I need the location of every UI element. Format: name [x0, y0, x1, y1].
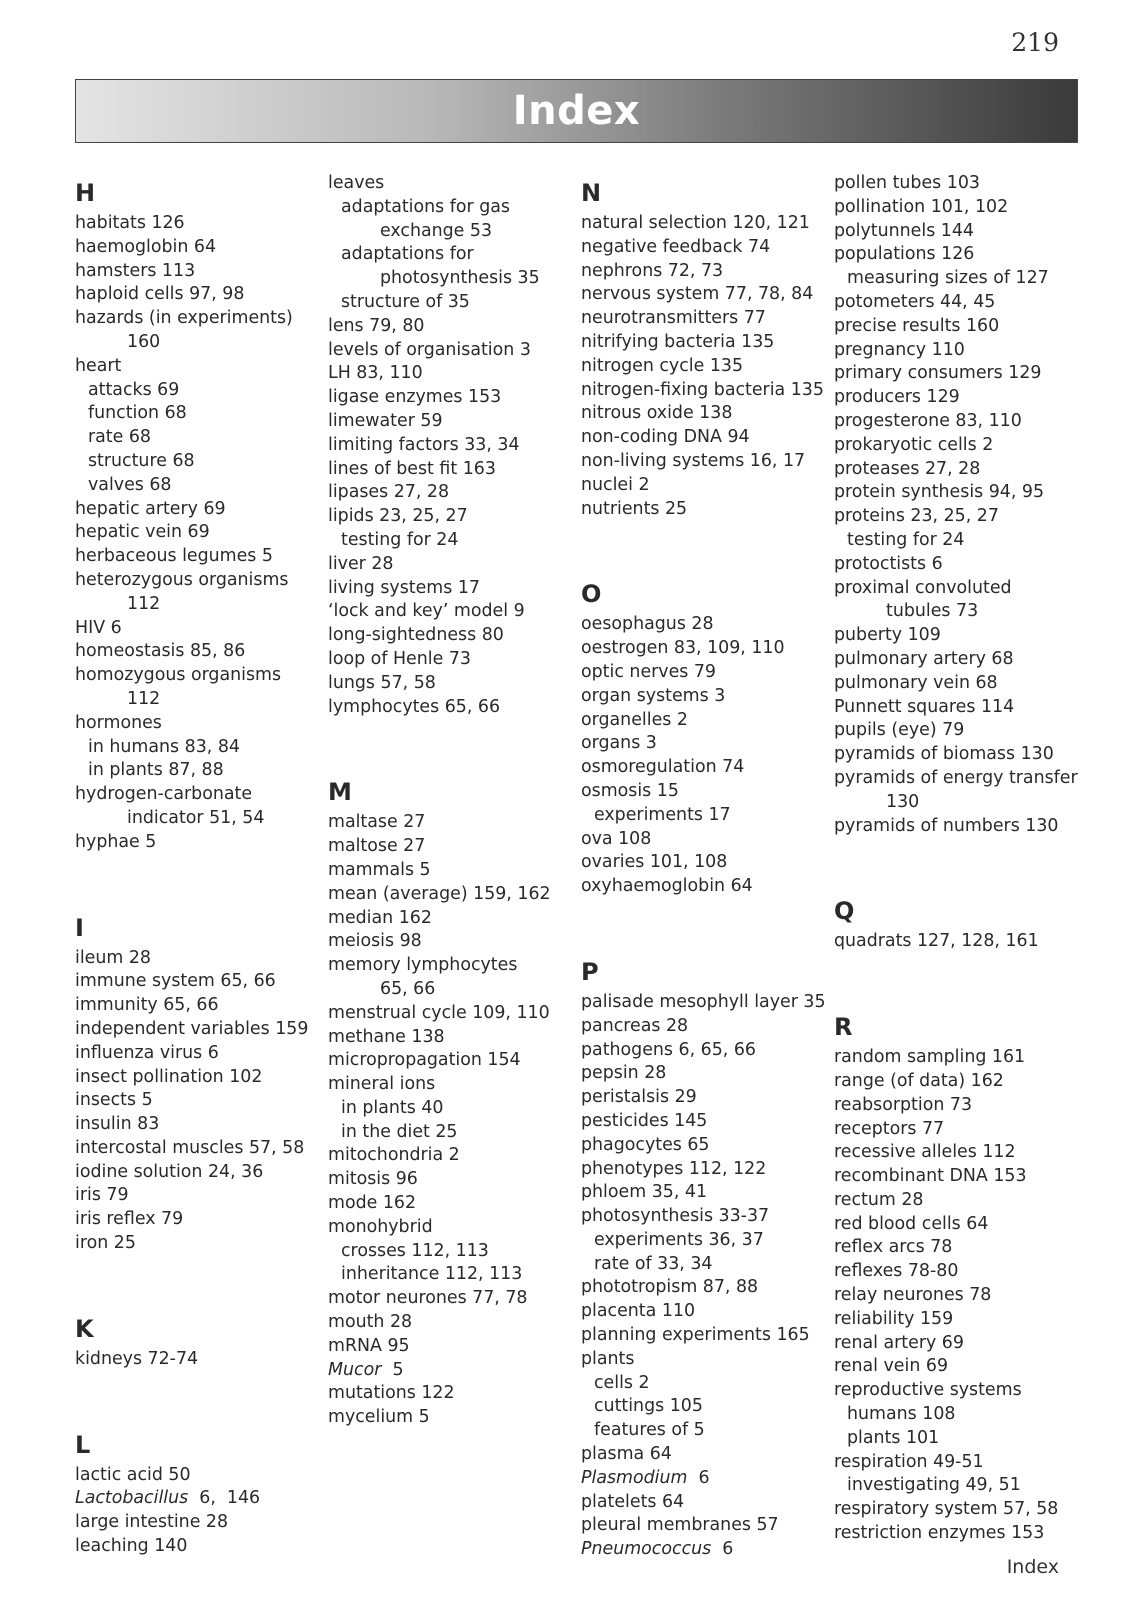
- index-entry: nephrons 72, 73: [581, 260, 724, 281]
- index-entry: large intestine 28: [75, 1512, 229, 1533]
- index-entry: protoctists 6: [834, 553, 943, 574]
- index-subentry: in plants 87, 88: [88, 760, 224, 781]
- index-subentry: testing for 24: [341, 529, 459, 550]
- index-entry: monohybrid: [328, 1216, 433, 1237]
- index-subentry: structure of 35: [341, 291, 470, 312]
- index-entry: [581, 1467, 816, 1491]
- index-entry: lymphocytes 65, 66: [328, 696, 501, 717]
- section-spacer: [834, 838, 1069, 890]
- index-entry: proteins 23, 25, 27: [834, 506, 999, 527]
- index-entry: homozygous organisms: [75, 665, 282, 686]
- index-entry: ileum 28: [75, 947, 151, 968]
- index-entry: immunity 65, 66: [75, 995, 219, 1016]
- index-entry: limiting factors 33, 34: [328, 434, 520, 455]
- index-entry-pages: 6: [711, 1539, 734, 1560]
- index-entry: organelles 2: [581, 709, 688, 730]
- index-entry: progesterone 83, 110: [834, 410, 1022, 431]
- index-entry: influenza virus 6: [75, 1042, 219, 1063]
- index-entry: reflex arcs 78: [834, 1237, 953, 1258]
- index-entry: plasma 64: [581, 1444, 672, 1465]
- index-entry: non-coding DNA 94: [581, 427, 750, 448]
- index-entry: palisade mesophyll layer 35: [581, 991, 826, 1012]
- index-entry: nuclei 2: [581, 474, 650, 495]
- index-entry: mutations 122: [328, 1383, 455, 1404]
- index-entry: memory lymphocytes: [328, 955, 518, 976]
- index-entry: mRNA 95: [328, 1335, 410, 1356]
- index-entry: negative feedback 74: [581, 236, 771, 257]
- index-entry: reliability 159: [834, 1308, 954, 1329]
- index-entry: pyramids of biomass 130: [834, 744, 1054, 765]
- index-entry: nitrogen-fixing bacteria 135: [581, 379, 824, 400]
- index-entry-continuation: 112: [127, 593, 161, 614]
- index-entry: phenotypes 112, 122: [581, 1158, 767, 1179]
- index-entry: nervous system 77, 78, 84: [581, 284, 814, 305]
- index-entry: respiratory system 57, 58: [834, 1499, 1059, 1520]
- index-subentry: cells 2: [594, 1372, 650, 1393]
- index-entry: ‘lock and key’ model 9: [328, 601, 525, 622]
- index-entry: oxyhaemoglobin 64: [581, 876, 753, 897]
- index-entry: lactic acid 50: [75, 1464, 191, 1485]
- index-entry: [328, 1359, 563, 1383]
- index-entry-continuation: tubules 73: [886, 601, 979, 622]
- index-subentry: measuring sizes of 127: [847, 268, 1049, 289]
- index-entry: respiration 49-51: [834, 1451, 984, 1472]
- index-entry: mode 162: [328, 1193, 417, 1214]
- index-entry: organs 3: [581, 733, 657, 754]
- index-entry: phagocytes 65: [581, 1134, 710, 1155]
- index-entry: pollen tubes 103: [834, 173, 980, 193]
- index-subentry: cuttings 105: [594, 1396, 703, 1417]
- index-entry-continuation: 160: [127, 331, 161, 352]
- index-column-1: [75, 172, 310, 1559]
- index-entry: primary consumers 129: [834, 363, 1042, 384]
- index-entry: micropropagation 154: [328, 1050, 521, 1071]
- index-entry: nutrients 25: [581, 498, 688, 519]
- index-entry: lipases 27, 28: [328, 482, 450, 503]
- index-entry: ovaries 101, 108: [581, 852, 728, 873]
- index-entry: potometers 44, 45: [834, 291, 996, 312]
- index-entry: pupils (eye) 79: [834, 720, 965, 741]
- index-column-2: [328, 172, 563, 1430]
- index-entry: LH 83, 110: [328, 363, 423, 384]
- index-entry: kidneys 72-74: [75, 1348, 199, 1369]
- index-subentry: structure 68: [88, 450, 195, 471]
- section-spacer: [75, 855, 310, 907]
- index-entry: pregnancy 110: [834, 339, 965, 360]
- index-subentry: attacks 69: [88, 379, 180, 400]
- index-entry: meiosis 98: [328, 931, 422, 952]
- index-entry: platelets 64: [581, 1491, 685, 1512]
- index-entry: menstrual cycle 109, 110: [328, 1002, 550, 1023]
- index-entry: homeostasis 85, 86: [75, 641, 246, 662]
- section-letter-heading: K: [75, 1314, 94, 1343]
- index-entry: phototropism 87, 88: [581, 1277, 759, 1298]
- index-entry: rectum 28: [834, 1189, 924, 1210]
- index-entry: haemoglobin 64: [75, 236, 217, 257]
- index-subentry: in plants 40: [341, 1097, 444, 1118]
- index-entry-italic-term: Pneumococcus: [581, 1539, 712, 1560]
- section-letter-heading: I: [75, 913, 84, 942]
- index-entry-continuation: indicator 51, 54: [127, 807, 265, 828]
- index-title-banner: [75, 79, 1078, 143]
- index-entry: pathogens 6, 65, 66: [581, 1039, 756, 1060]
- index-entry: relay neurones 78: [834, 1285, 992, 1306]
- index-entry: puberty 109: [834, 625, 941, 646]
- index-subentry: in the diet 25: [341, 1121, 458, 1142]
- index-entry: hepatic vein 69: [75, 522, 210, 543]
- index-subentry: inheritance 112, 113: [341, 1264, 523, 1285]
- index-entry-pages: 5: [381, 1359, 404, 1380]
- index-entry: osmoregulation 74: [581, 757, 745, 778]
- index-entry: mean (average) 159, 162: [328, 883, 551, 904]
- index-entry: limewater 59: [328, 410, 443, 431]
- index-subentry: adaptations for gas: [341, 196, 510, 217]
- index-entry: independent variables 159: [75, 1018, 309, 1039]
- index-subentry: features of 5: [594, 1420, 705, 1441]
- section-letter-heading: H: [75, 179, 96, 207]
- index-entry-continuation: photosynthesis 35: [380, 268, 540, 289]
- section-letter-heading: Q: [834, 897, 855, 926]
- index-entry: reflexes 78-80: [834, 1261, 959, 1282]
- index-entry: renal vein 69: [834, 1356, 949, 1377]
- index-entry-italic-term: Lactobacillus: [75, 1488, 189, 1509]
- index-entry: iron 25: [75, 1233, 136, 1254]
- index-entry: peristalsis 29: [581, 1087, 697, 1108]
- page-title: Index: [512, 88, 641, 134]
- index-entry: polytunnels 144: [834, 220, 974, 241]
- index-entry: populations 126: [834, 244, 975, 265]
- index-entry: receptors 77: [834, 1118, 945, 1139]
- index-entry: insects 5: [75, 1090, 153, 1111]
- index-entry: reabsorption 73: [834, 1094, 973, 1115]
- index-entry: habitats 126: [75, 213, 185, 233]
- index-entry: red blood cells 64: [834, 1213, 989, 1234]
- index-entry: proximal convoluted: [834, 577, 1012, 598]
- index-subentry: plants 101: [847, 1427, 940, 1448]
- index-entry: nitrifying bacteria 135: [581, 331, 775, 352]
- section-spacer: [75, 1372, 310, 1424]
- section-spacer: [581, 521, 816, 573]
- index-subentry: humans 108: [847, 1404, 956, 1425]
- index-subentry: function 68: [88, 403, 187, 424]
- index-entry: random sampling 161: [834, 1047, 1026, 1068]
- section-letter-heading: O: [581, 580, 602, 609]
- index-entry-continuation: 65, 66: [380, 978, 436, 999]
- index-subentry: rate of 33, 34: [594, 1253, 713, 1274]
- index-entry: hamsters 113: [75, 260, 196, 281]
- index-subentry: in humans 83, 84: [88, 736, 240, 757]
- index-entry: non-living systems 16, 17: [581, 450, 806, 471]
- section-letter-heading: L: [75, 1430, 91, 1459]
- index-entry: pyramids of numbers 130: [834, 815, 1059, 836]
- index-entry: lens 79, 80: [328, 315, 425, 336]
- index-entry-continuation: 112: [127, 688, 161, 709]
- index-entry: pesticides 145: [581, 1110, 708, 1131]
- index-entry: iris 79: [75, 1185, 129, 1206]
- section-spacer: [328, 719, 563, 771]
- index-entry: lungs 57, 58: [328, 672, 436, 693]
- index-entry: haploid cells 97, 98: [75, 284, 245, 305]
- index-subentry: investigating 49, 51: [847, 1475, 1021, 1496]
- index-entry: long-sightedness 80: [328, 625, 504, 646]
- section-letter-heading: M: [328, 778, 352, 807]
- index-entry: hepatic artery 69: [75, 498, 226, 519]
- index-entry: heart: [75, 355, 122, 376]
- section-letter-heading: P: [581, 957, 599, 986]
- index-entry: loop of Henle 73: [328, 648, 471, 669]
- index-entry: mycelium 5: [328, 1407, 430, 1428]
- index-subentry: testing for 24: [847, 529, 965, 550]
- index-entry: hydrogen-carbonate: [75, 784, 253, 805]
- index-entry: leaves: [328, 173, 385, 193]
- index-entry-pages: 6, 146: [188, 1488, 261, 1509]
- index-entry: phloem 35, 41: [581, 1182, 708, 1203]
- index-entry: ova 108: [581, 828, 652, 849]
- index-entry: pleural membranes 57: [581, 1515, 779, 1536]
- index-column-3: [581, 172, 826, 1562]
- index-entry: pollination 101, 102: [834, 196, 1009, 217]
- index-entry: intercostal muscles 57, 58: [75, 1137, 305, 1158]
- index-entry-pages: 6: [687, 1467, 710, 1488]
- index-entry: iodine solution 24, 36: [75, 1161, 264, 1182]
- index-entry: proteases 27, 28: [834, 458, 981, 479]
- index-entry: hormones: [75, 712, 162, 733]
- section-spacer: [75, 1256, 310, 1308]
- index-subentry: experiments 17: [594, 804, 731, 825]
- index-entry: nitrous oxide 138: [581, 403, 733, 424]
- index-entry: ligase enzymes 153: [328, 387, 502, 408]
- index-entry: heterozygous organisms: [75, 569, 289, 590]
- index-entry: insulin 83: [75, 1114, 160, 1135]
- index-entry: optic nerves 79: [581, 661, 716, 682]
- index-entry: insect pollination 102: [75, 1066, 263, 1087]
- index-entry: mitosis 96: [328, 1169, 418, 1190]
- index-entry: placenta 110: [581, 1301, 696, 1322]
- index-entry: leaching 140: [75, 1536, 188, 1557]
- index-entry-continuation: 130: [886, 791, 920, 812]
- index-entry: osmosis 15: [581, 780, 679, 801]
- index-entry-continuation: exchange 53: [380, 220, 493, 241]
- index-subentry: crosses 112, 113: [341, 1240, 489, 1261]
- index-entry: renal artery 69: [834, 1332, 964, 1353]
- index-entry: maltase 27: [328, 812, 426, 833]
- section-spacer: [581, 899, 816, 951]
- index-subentry: experiments 36, 37: [594, 1229, 764, 1250]
- index-entry: mouth 28: [328, 1312, 413, 1333]
- index-entry: median 162: [328, 907, 432, 928]
- index-entry: motor neurones 77, 78: [328, 1288, 528, 1309]
- index-entry: hazards (in experiments): [75, 308, 293, 329]
- index-entry: iris reflex 79: [75, 1209, 184, 1230]
- index-entry: mineral ions: [328, 1074, 436, 1095]
- index-subentry: valves 68: [88, 474, 172, 495]
- section-letter-heading: R: [834, 1013, 853, 1042]
- index-entry: nitrogen cycle 135: [581, 355, 744, 376]
- index-entry: prokaryotic cells 2: [834, 434, 994, 455]
- index-entry: oesophagus 28: [581, 614, 714, 635]
- index-entry: plants: [581, 1348, 635, 1369]
- index-entry: range (of data) 162: [834, 1070, 1004, 1091]
- index-subentry: rate 68: [88, 427, 151, 448]
- index-entry: precise results 160: [834, 315, 1000, 336]
- index-entry: restriction enzymes 153: [834, 1523, 1045, 1544]
- index-entry: planning experiments 165: [581, 1325, 810, 1346]
- index-entry: pepsin 28: [581, 1063, 667, 1084]
- index-entry: pulmonary artery 68: [834, 648, 1014, 669]
- index-entry: reproductive systems: [834, 1380, 1022, 1401]
- index-entry: mitochondria 2: [328, 1145, 460, 1166]
- index-entry: neurotransmitters 77: [581, 308, 766, 329]
- index-entry: recessive alleles 112: [834, 1142, 1016, 1163]
- index-entry: levels of organisation 3: [328, 339, 531, 360]
- index-entry: lines of best fit 163: [328, 458, 496, 479]
- index-entry: quadrats 127, 128, 161: [834, 931, 1039, 952]
- index-entry-italic-term: Plasmodium: [581, 1467, 688, 1488]
- index-column-4: [834, 172, 1078, 1546]
- index-entry: natural selection 120, 121: [581, 213, 810, 233]
- footer-section-label: Index: [1006, 1556, 1059, 1578]
- index-entry: [581, 1538, 816, 1562]
- index-entry: photosynthesis 33-37: [581, 1206, 770, 1227]
- index-entry: producers 129: [834, 387, 960, 408]
- index-entry-italic-term: Mucor: [328, 1359, 382, 1380]
- index-entry: organ systems 3: [581, 685, 726, 706]
- index-entry: HIV 6: [75, 617, 122, 638]
- index-entry: living systems 17: [328, 577, 480, 598]
- index-subentry: adaptations for: [341, 244, 474, 265]
- index-entry: herbaceous legumes 5: [75, 546, 273, 567]
- index-entry: methane 138: [328, 1026, 445, 1047]
- index-entry: [75, 1487, 310, 1511]
- section-spacer: [834, 954, 1069, 1006]
- index-entry: pancreas 28: [581, 1015, 689, 1036]
- index-entry: pyramids of energy transfer: [834, 767, 1078, 788]
- index-entry: hyphae 5: [75, 831, 157, 852]
- index-entry: immune system 65, 66: [75, 971, 276, 992]
- index-entry: maltose 27: [328, 836, 426, 857]
- index-entry: lipids 23, 25, 27: [328, 506, 468, 527]
- page-number: 219: [1011, 28, 1059, 57]
- index-entry: oestrogen 83, 109, 110: [581, 638, 785, 659]
- index-entry: protein synthesis 94, 95: [834, 482, 1045, 503]
- section-letter-heading: N: [581, 179, 602, 207]
- index-entry: liver 28: [328, 553, 394, 574]
- index-entry: recombinant DNA 153: [834, 1166, 1027, 1187]
- index-entry: mammals 5: [328, 859, 431, 880]
- index-entry: pulmonary vein 68: [834, 672, 998, 693]
- index-entry: Punnett squares 114: [834, 696, 1015, 717]
